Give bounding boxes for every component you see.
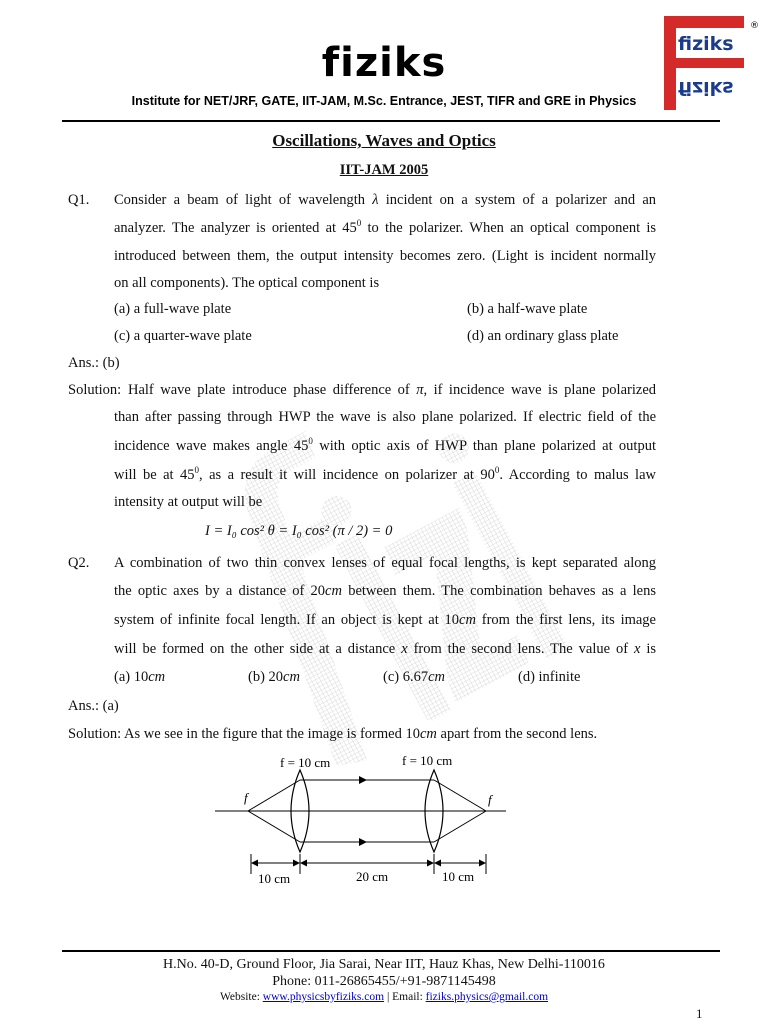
q1-option-b: (b) a half-wave plate <box>467 301 588 317</box>
focus-label-left: f <box>244 790 248 805</box>
focal-label-right: f = 10 cm <box>402 753 453 768</box>
email-label: | Email: <box>386 991 423 1003</box>
footer-address: H.No. 40-D, Ground Floor, Jia Sarai, Near IIT, Hauz Khas, New Delhi-110016 <box>163 957 605 972</box>
footer-rule <box>62 950 720 952</box>
q1-option-a: (a) a full-wave plate <box>114 301 232 317</box>
q2-solution: Solution: As we see in the figure that the image is formed 10cm apart from the second lens. <box>68 726 598 742</box>
q1-line-3: introduced between them, the output intensity becomes zero. (Light is incident normally <box>114 248 656 264</box>
q1-equation: I = I₀ cos² θ = I₀ cos² (π / 2) = 0 <box>205 523 393 539</box>
focus-label-right: f <box>488 792 492 807</box>
q2-line-2: the optic axes by a distance of 20cm between them. The combination behaves as a lens <box>114 583 657 599</box>
q2-line-4: will be formed on the other side at a distance x from the second lens. The value of x is <box>114 641 657 657</box>
dimension-right-label: 10 cm <box>442 869 475 884</box>
brand-title: fiziks <box>321 40 447 86</box>
q1-line-4: on all components). The optical component is <box>114 275 380 291</box>
header-rule <box>62 120 720 122</box>
lens-diagram <box>210 750 510 890</box>
section-subtitle: IIT-JAM 2005 <box>339 162 429 178</box>
fiziks-logo <box>664 16 764 110</box>
q1-solution-label: Solution: <box>68 382 122 398</box>
q1-line-1: Consider a beam of light of wavelength λ incident on a system of a polarizer and an <box>114 192 657 208</box>
dimension-middle-label: 20 cm <box>356 869 389 884</box>
q2-label: Q2. <box>68 555 90 571</box>
q1-line-2: analyzer. The analyzer is oriented at $45^0$ to the polarizer. When an optical component is <box>114 218 657 236</box>
website-link[interactable]: www.physicsbyfiziks.com <box>262 991 385 1003</box>
dimension-left-label: 10 cm <box>258 871 291 886</box>
logo-text: fiziks <box>678 33 734 55</box>
q1-option-c: (c) a quarter-wave plate <box>114 328 252 344</box>
q1-solution-line-1: Half wave plate introduce phase difference of π, if incidence wave is plane polarized <box>128 382 657 398</box>
footer-contacts <box>0 991 768 1003</box>
q2-option-b: (b) 20cm <box>248 669 300 685</box>
q2-answer: Ans.: (a) <box>68 698 119 714</box>
footer-phone: Phone: 011-26865455/+91-9871145498 <box>272 974 496 989</box>
focal-label-left: f = 10 cm <box>280 755 331 770</box>
q1-label: Q1. <box>68 192 90 208</box>
q1-answer: Ans.: (b) <box>68 355 120 371</box>
section-title: Oscillations, Waves and Optics <box>272 131 496 150</box>
q2-line-1: A combination of two thin convex lenses of equal focal lengths, is kept separated along <box>114 555 656 571</box>
q2-option-c: (c) 6.67cm <box>383 669 446 685</box>
logo-text-reflected: fiziks <box>678 77 734 99</box>
q2-line-3: system of infinite focal length. If an object is kept at 10cm from the first lens, its image <box>114 612 656 628</box>
q1-solution-line-3: incidence wave makes angle $45^0$ with optic axis of HWP than plane polarized at output <box>114 436 656 454</box>
registered-mark: ® <box>750 21 759 31</box>
q1-solution-line-2: than after passing through HWP the wave is also plane polarized. If electric field of the <box>114 409 656 425</box>
q1-option-d: (d) an ordinary glass plate <box>467 328 619 344</box>
q2-option-a: (a) 10cm <box>114 669 166 685</box>
q2-option-d: (d) infinite <box>518 669 581 685</box>
tagline: Institute for NET/JRF, GATE, IIT-JAM, M.Sc. Entrance, JEST, TIFR and GRE in Physics <box>131 94 637 108</box>
email-link[interactable]: fiziks.physics@gmail.com <box>425 991 549 1003</box>
q1-solution-line-5: intensity at output will be <box>114 494 263 510</box>
q1-solution-line-4: will be at $45^0$, as a result it will incidence on polarizer at $90^0$. According to malus law <box>114 465 656 483</box>
website-label: Website: <box>219 991 260 1003</box>
page-number: 1 <box>696 1006 703 1021</box>
